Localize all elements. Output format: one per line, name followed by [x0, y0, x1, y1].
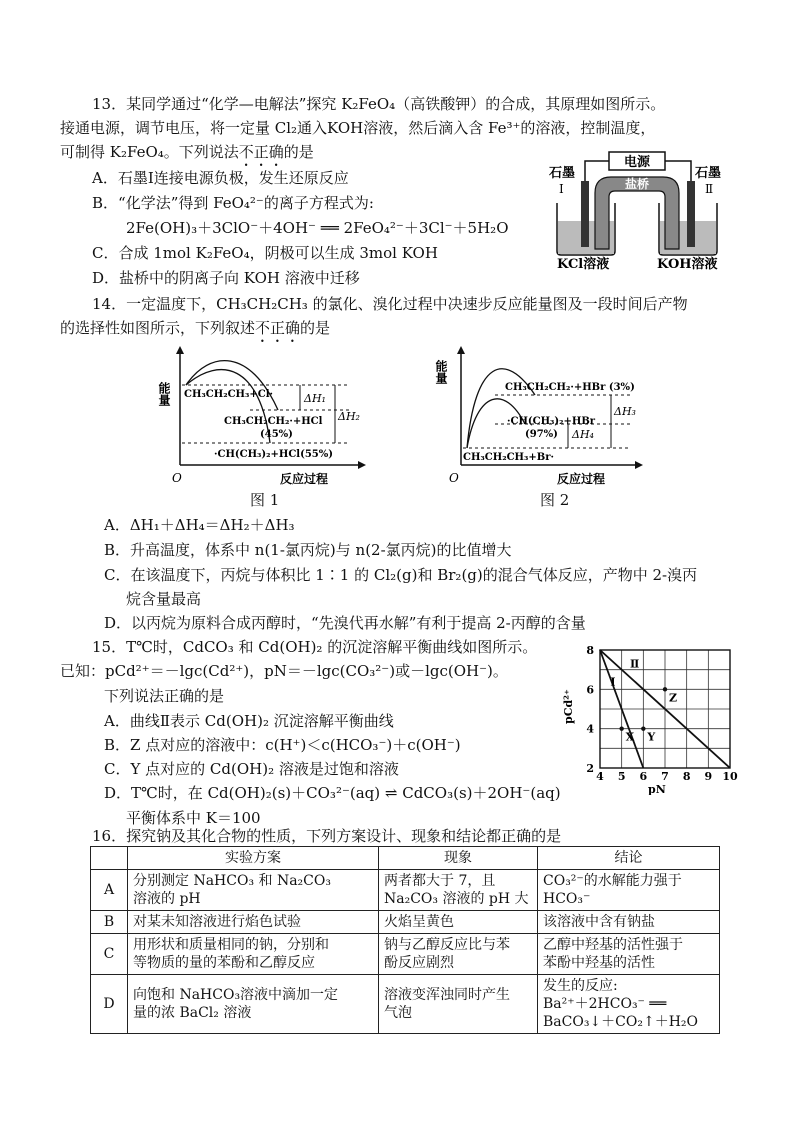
fig1-x-arrow	[358, 461, 366, 469]
y-tick-label: 6	[586, 683, 594, 697]
right-electrode-label: 石墨	[695, 166, 722, 181]
row-id: C	[91, 934, 128, 975]
plan-line: 量的浓 BaCl₂ 溶液	[133, 1005, 252, 1021]
obs-line: 钠与乙醇反应比与苯	[384, 937, 510, 953]
plan-line: 用形状和质量相同的钠，分别和	[133, 937, 329, 953]
obs-line: 酚反应剧烈	[384, 955, 454, 971]
plan-line: 对某未知溶液进行焰色试验	[133, 914, 301, 930]
x-tick-label: 5	[617, 770, 626, 783]
plan-line: 分别测定 NaHCO₃ 和 Na₂CO₃	[133, 873, 331, 889]
plan-line: 等物质的量的苯酚和乙醇反应	[133, 955, 315, 971]
con-line: 苯酚中羟基的活性	[543, 955, 655, 971]
data-point	[663, 687, 667, 691]
right-electrode-number: Ⅱ	[705, 182, 714, 196]
q14-stem-line1: 14．一定温度下，CH₃CH₂CH₃ 的氯化、溴化过程中决速步反应能量图及一段时间后产物	[92, 295, 688, 313]
point-label: Z	[669, 691, 678, 705]
fig2-mid-percent: (97%)	[525, 429, 558, 440]
row-id: A	[91, 870, 128, 911]
q15-option-b: B．Z 点对应的溶液中：c(H⁺)＜c(HCO₃⁻)＋c(OH⁻)	[104, 736, 461, 754]
fig2-x-label: 反应过程	[557, 472, 606, 486]
curve-label: Ⅰ	[610, 675, 616, 689]
q13-stem-line3	[60, 142, 314, 170]
q15-y-axis-label: pCd²⁺	[562, 689, 575, 724]
row-conclusion	[538, 911, 720, 934]
row-observation	[379, 975, 538, 1034]
obs-line: 两者都大于 7，且	[384, 873, 496, 889]
q14-figure-2	[425, 340, 655, 490]
q15-solubility-chart	[560, 640, 740, 795]
data-point	[619, 726, 623, 730]
fig1-curve-2	[186, 370, 270, 443]
row-conclusion	[538, 975, 720, 1034]
obs-line: 溶液变浑浊同时产生	[384, 987, 510, 1003]
graphite-electrode-2	[687, 181, 695, 247]
x-tick-label: 4	[596, 770, 604, 783]
right-solution-label: KOH溶液	[657, 257, 718, 270]
q15-stem-line1: 15．T℃时，CdCO₃ 和 Cd(OH)₂ 的沉淀溶解平衡曲线如图所示。	[92, 638, 538, 656]
y-tick-label: 4	[586, 722, 594, 736]
point-label: Y	[647, 730, 656, 744]
q15-option-d-line2: 平衡体系中 K＝100	[126, 809, 261, 827]
q14-stem-line2-a: 的选择性如图所示，下列叙述	[60, 319, 256, 337]
obs-line: Na₂CO₃ 溶液的 pH 大	[384, 891, 529, 907]
q14-stem-line2-c: 的是	[300, 319, 331, 337]
q15-stem-line3: 下列说法正确的是	[104, 687, 225, 705]
fig1-dh1-label: ΔH₁	[304, 392, 326, 405]
fig1-origin: O	[172, 471, 182, 485]
plan-line: 向饱和 NaHCO₃溶液中滴加一定	[133, 987, 339, 1003]
q14-negation: 不正确	[255, 319, 301, 337]
fig2-dh4-label: ΔH₄	[572, 428, 594, 441]
q14-option-d: D．以丙烷为原料合成丙醇时，“先溴代再水解”有利于提高 2-丙醇的含量	[104, 614, 586, 632]
obs-line: 火焰呈黄色	[384, 914, 454, 930]
con-line: 乙醇中羟基的活性强于	[543, 937, 683, 953]
left-electrode-label: 石墨	[549, 166, 576, 181]
fig1-mid-percent: (45%)	[260, 429, 293, 440]
left-electrode-number: Ⅰ	[559, 182, 564, 196]
q13-option-b: B．“化学法”得到 FeO₄²⁻的离子方程式为:	[92, 194, 374, 212]
fig2-caption: 图 2	[540, 491, 570, 509]
q13-stem-line3-c: 的是	[283, 143, 314, 161]
con-line: 该溶液中含有钠盐	[543, 914, 655, 930]
fig1-dh2-label: ΔH₂	[338, 410, 360, 423]
q15-x-axis-label: pN	[648, 783, 666, 795]
x-tick-label: 8	[682, 770, 691, 783]
fig1-top-label: CH₃CH₂CH₃+Cl·	[184, 389, 273, 400]
q14-figure-1	[150, 340, 380, 490]
row-id: B	[91, 911, 128, 934]
data-point	[641, 726, 645, 730]
q16-header-observation: 现象	[379, 847, 538, 870]
fig2-y-arrow	[457, 346, 465, 354]
q13-electrolysis-figure	[535, 145, 735, 270]
row-conclusion	[538, 934, 720, 975]
q13-option-c: C．合成 1mol K₂FeO₄，阴极可以生成 3mol KOH	[92, 244, 438, 262]
table-row	[91, 911, 720, 934]
q14-option-a: A．ΔH₁＋ΔH₄＝ΔH₂＋ΔH₃	[104, 516, 295, 534]
row-conclusion	[538, 870, 720, 911]
plan-line: 溶液的 pH	[133, 891, 201, 907]
point-label: X	[625, 730, 635, 744]
x-tick-label: 7	[661, 770, 669, 783]
q13-stem-line2: 接通电源，调节电压，将一定量 Cl₂通入KOH溶液，然后滴入含 Fe³⁺的溶液，控制温度，	[60, 119, 656, 137]
con-line: HCO₃⁻	[543, 891, 591, 907]
row-observation	[379, 870, 538, 911]
fig2-mid-label: ·CH(CH₃)₂+HBr	[507, 416, 596, 427]
fig1-y-arrow	[176, 346, 184, 354]
row-id: D	[91, 975, 128, 1034]
row-observation	[379, 911, 538, 934]
table-row	[91, 934, 720, 975]
q15-option-a: A．曲线Ⅱ表示 Cd(OH)₂ 沉淀溶解平衡曲线	[104, 712, 394, 730]
y-tick-label: 8	[586, 644, 594, 657]
salt-bridge-label: 盐桥	[624, 177, 650, 191]
fig2-x-arrow	[635, 461, 643, 469]
q16-stem: 16．探究钠及其化合物的性质，下列方案设计、现象和结论都正确的是	[92, 827, 562, 845]
x-tick-label: 9	[704, 770, 713, 783]
q13-option-a: A．石墨Ⅰ连接电源负极，发生还原反应	[92, 169, 349, 187]
fig2-origin: O	[449, 471, 459, 485]
fig2-dh3-label: ΔH₃	[614, 405, 636, 418]
row-plan	[128, 911, 379, 934]
graphite-electrode-1	[581, 181, 589, 247]
fig2-y-label: 能量	[434, 360, 448, 384]
fig1-bottom-label: ·CH(CH₃)₂+HCl(55%)	[214, 449, 333, 460]
q16-header-id	[91, 847, 128, 870]
fig2-bottom-label: CH₃CH₂CH₃+Br·	[463, 452, 554, 463]
obs-line: 气泡	[384, 1005, 412, 1021]
q14-option-c-line2: 烷含量最高	[126, 590, 202, 608]
fig1-y-label: 能量	[157, 382, 171, 406]
row-plan	[128, 975, 379, 1034]
fig1-x-label: 反应过程	[280, 472, 329, 486]
q13-option-d: D．盐桥中的阴离子向 KOH 溶液中迁移	[92, 269, 360, 287]
q16-header-row	[91, 847, 720, 870]
con-line: BaCO₃↓＋CO₂↑＋H₂O	[543, 1014, 698, 1030]
row-plan	[128, 870, 379, 911]
x-tick-label: 6	[639, 770, 648, 783]
q13-negation: 不正确	[238, 143, 284, 161]
curve-label: Ⅱ	[630, 657, 640, 671]
row-observation	[379, 934, 538, 975]
q16-header-conclusion: 结论	[538, 847, 720, 870]
q13-stem-line3-a: 可制得 K₂FeO₄。下列说法	[60, 143, 239, 161]
y-tick-label: 2	[586, 762, 594, 775]
q15-option-d-line1: D．T℃时，在 Cd(OH)₂(s)＋CO₃²⁻(aq) ⇌ CdCO₃(s)＋2OH⁻(aq)	[104, 784, 561, 802]
q14-option-b: B．升高温度，体系中 n(1-氯丙烷)与 n(2-氯丙烷)的比值增大	[104, 541, 512, 559]
con-line: 发生的反应:	[543, 978, 618, 994]
con-line: Ba²⁺＋2HCO₃⁻ ══	[543, 996, 667, 1012]
fig1-mid-label: CH₃CH₂CH₂·+HCl	[224, 416, 323, 427]
q16-header-plan: 实验方案	[128, 847, 379, 870]
q15-stem-line2: 已知：pCd²⁺＝－lgc(Cd²⁺)，pN＝－lgc(CO₃²⁻)或－lgc(OH⁻)。	[60, 662, 508, 680]
q16-table	[90, 846, 720, 1034]
left-solution-label: KCl溶液	[557, 257, 610, 270]
table-row	[91, 870, 720, 911]
power-source-label: 电源	[623, 155, 651, 170]
con-line: CO₃²⁻的水解能力强于	[543, 873, 682, 889]
table-row	[91, 975, 720, 1034]
q13-stem-line1: 13．某同学通过“化学—电解法”探究 K₂FeO₄（高铁酸钾）的合成，其原理如图所示。	[92, 95, 666, 113]
q14-option-c-line1: C．在该温度下，丙烷与体积比 1∶1 的 Cl₂(g)和 Br₂(g)的混合气体反应，产物中 2-溴丙	[104, 566, 698, 584]
x-tick-label: 10	[722, 770, 738, 783]
fig1-caption: 图 1	[250, 491, 280, 509]
row-plan	[128, 934, 379, 975]
q15-option-c: C．Y 点对应的 Cd(OH)₂ 溶液是过饱和溶液	[104, 760, 399, 778]
fig2-top-label: CH₃CH₂CH₂·+HBr (3%)	[505, 382, 635, 393]
q13-option-b-equation: 2Fe(OH)₃＋3ClO⁻＋4OH⁻ ══ 2FeO₄²⁻＋3Cl⁻＋5H₂O	[126, 219, 509, 237]
